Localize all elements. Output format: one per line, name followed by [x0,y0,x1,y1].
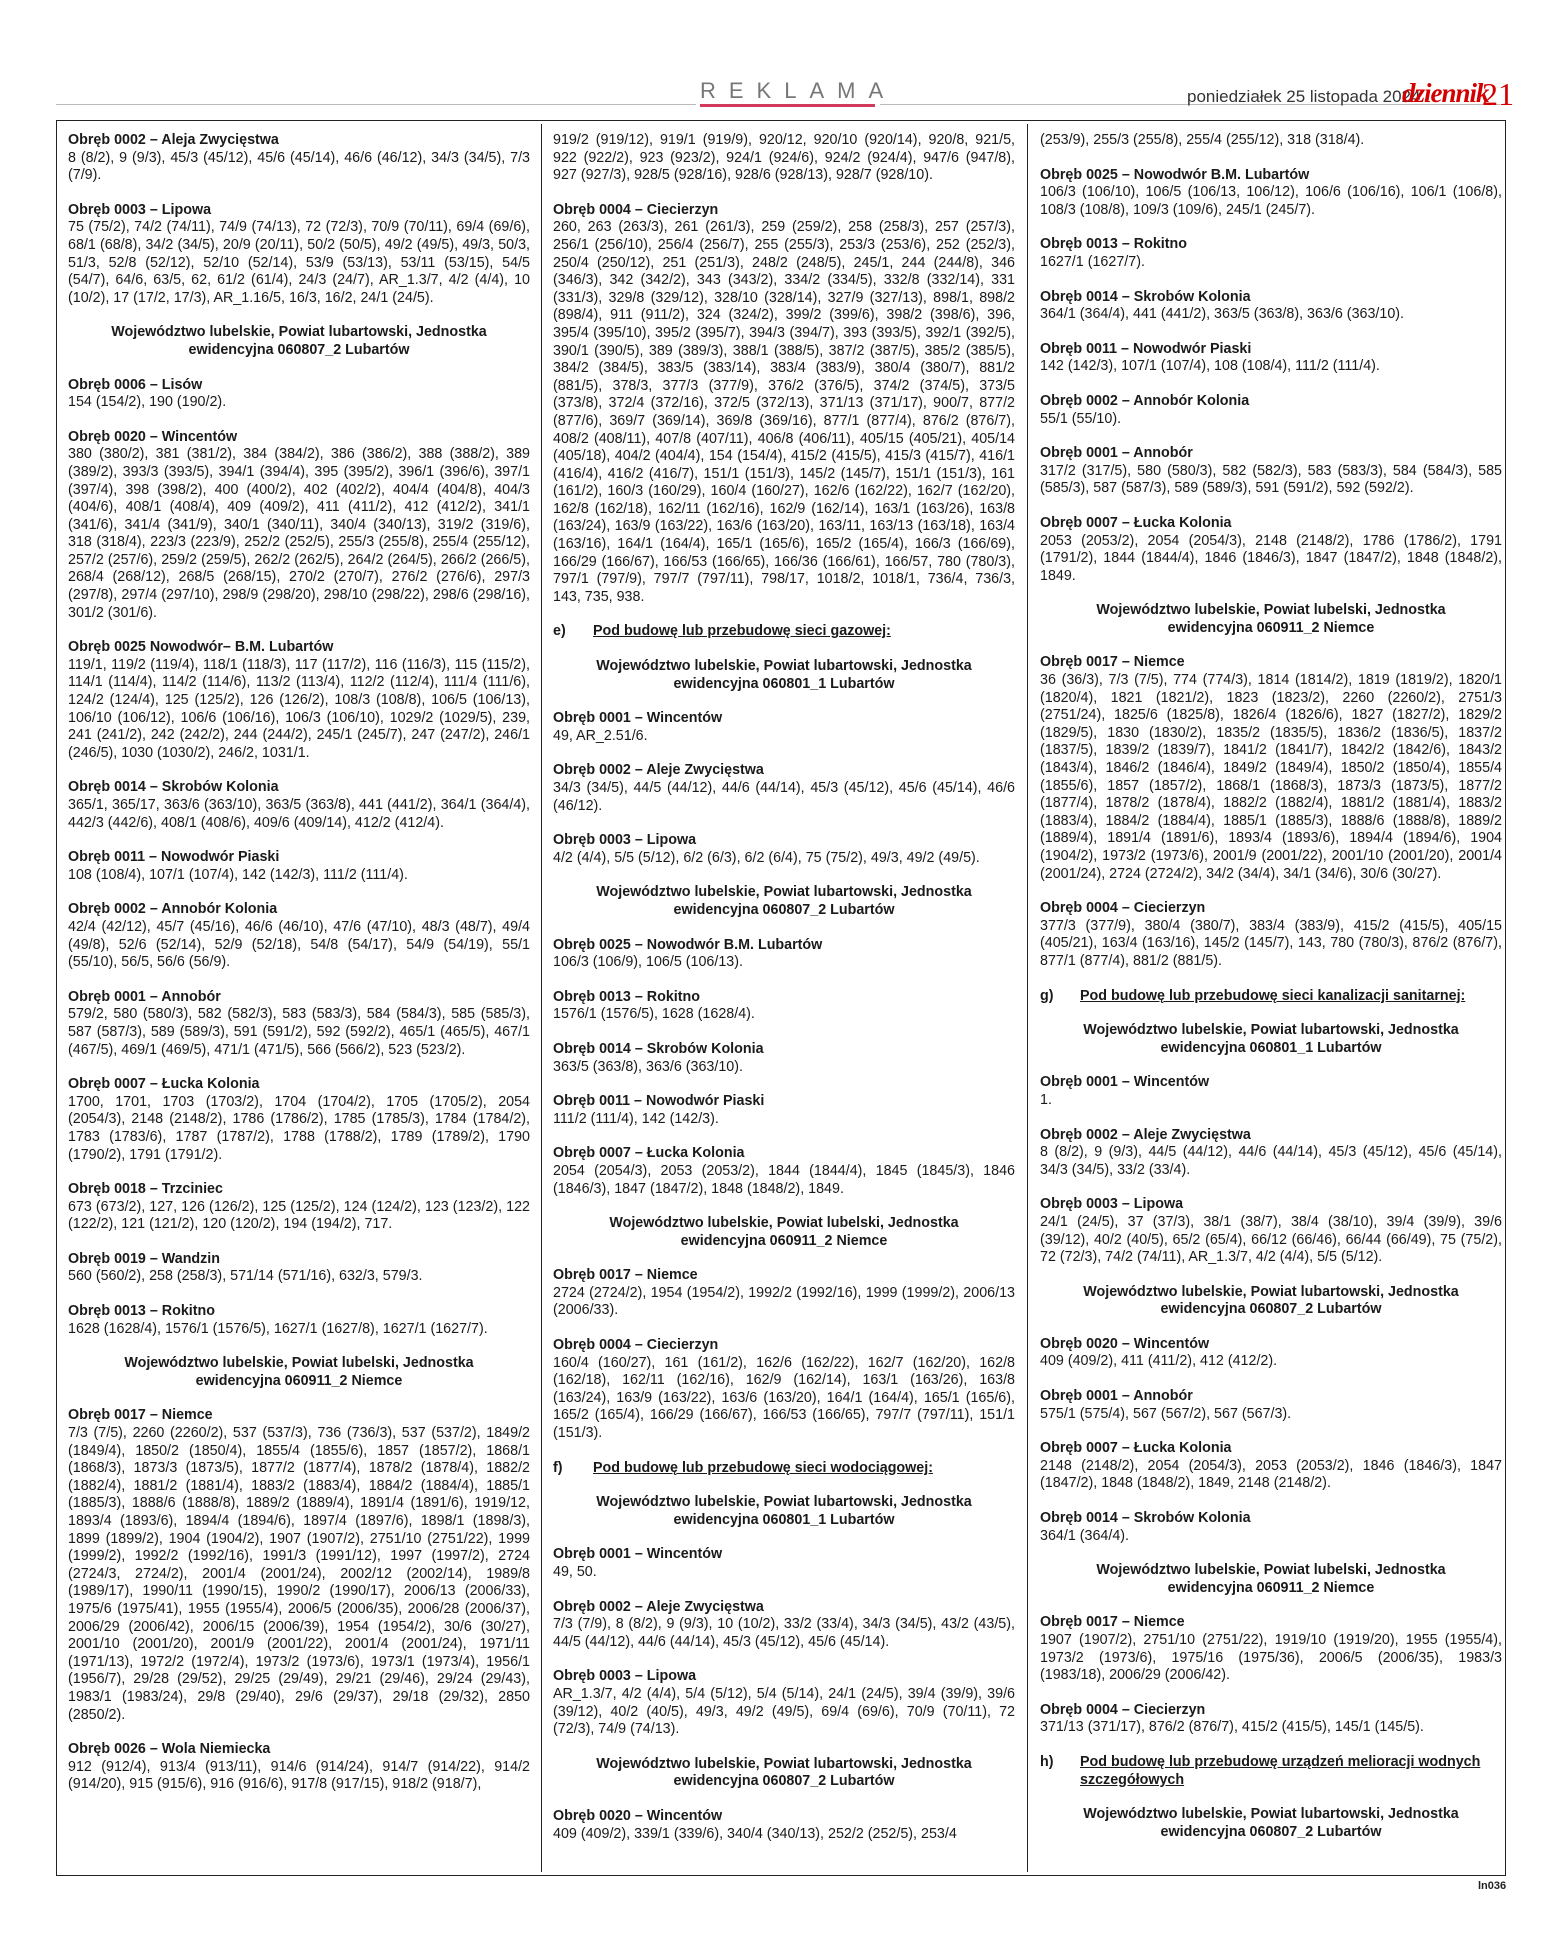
parcel-block [553,1145,1015,1198]
parcel-list: AR_1.3/7, 4/2 (4/4), 5/4 (5/12), 5/4 (5/14), 24/1 (24/5), 39/4 (39/9), 39/6 (39/12), 40/2 (40/5), 49/3, 49/2 (49/5), 69/4 (69/6), 70/9 (70/11), 72 (72/3), 74/9 (74/13). [553,1685,1015,1738]
parcel-block [1040,393,1502,428]
parcel-list: (253/9), 255/3 (255/8), 255/4 (255/12), 318 (318/4). [1040,132,1365,148]
parcel-list: 36 (36/3), 7/3 (7/5), 774 (774/3), 1814 (1814/2), 1819 (1819/2), 1820/1 (1820/4), 1821 (1821/2), 1823 (1823/2), 2260 (2260/2), 2751/3 (2751/24), 1825/6 (1825/8), 1826/4 (1826/6), 1827 (1827/2), 1829/2 (1829/5), 1830 (1830/2), 1835/2 (1835/5), 1836/2 (1836/5), 1837/2 (1837/5), 1839/2 (1839/7), 1841/2 (1841/7), 1842/2 (1842/6), 1843/2 (1843/4), 1846/2 (1846/4), 1849/2 (1849/4), 1850/2 (1850/4), 1855/4 (1855/6), 1857 (1857/2), 1868/1 (1868/3), 1873/3 (1873/5), 1877/2 (1877/4), 1878/2 (1878/4), 1882/2 (1882/4), 1881/2 (1881/4), 1883/2 (1883/4), 1884/2 (1884/4), 1885/1 (1885/3), 1888/6 (1888/8), 1889/2 (1889/4), 1891/4 (1891/6), 1893/4 (1893/6), 1894/4 (1894/6), 1904 (1904/2), 1973/2 (1973/6), 2001/9 (2001/22), 2001/10 (2001/20), 2001/4 (2001/24), 2724 (2724/2), 34/2 (34/4), 34/1 (34/6), 30/6 (30/27). [1040,672,1502,882]
parcel-list: 24/1 (24/5), 37 (37/3), 38/1 (38/7), 38/4 (38/10), 39/4 (39/9), 39/6 (39/12), 40/2 (40/5), 65/2 (65/4), 66/12 (66/46), 66/44 (66/49), 75 (75/2), 72 (72/3), 74/2 (74/11), AR_1.3/7, 4/2 (4/4), 5/5 (5/12). [1040,1213,1502,1266]
parcel-list: 1576/1 (1576/5), 1628 (1628/4). [553,1006,755,1023]
parcel-block [68,202,530,308]
precinct-title: Obręb 0002 – Aleja Zwycięstwa [68,132,279,148]
parcel-list: 49, AR_2.51/6. [553,727,648,744]
unit-heading: Województwo lubelskie, Powiat lubelski, Jednostka ewidencyjna 060911_2 Niemce [1096,602,1446,636]
precinct-title: Obręb 0013 – Rokitno [68,1303,215,1320]
parcel-block [68,1407,530,1724]
precinct-title: Obręb 0002 – Aleje Zwycięstwa [1040,1126,1251,1143]
precinct-title: Obręb 0007 – Łucka Kolonia [68,1076,260,1093]
precinct-title: Obręb 0020 – Wincentów [1040,1335,1210,1352]
parcel-block [68,639,530,762]
text-column-1 [68,132,530,1872]
parcel-list: 111/2 (111/4), 142 (142/3). [553,1110,719,1127]
parcel-block [68,901,530,971]
parcel-block [1040,1074,1502,1109]
precinct-title: Obręb 0011 – Nowodwór Piaski [1040,340,1252,357]
parcel-list: 75 (75/2), 74/2 (74/11), 74/9 (74/13), 72 (72/3), 70/9 (70/11), 69/4 (69/6), 68/1 (68/8), 34/2 (34/5), 20/9 (20/11), 50/2 (50/5), 49/2 (49/5), 49/3, 50/3, 51/3, 52/8 (52/12), 52/10 (52/14), 53/9 (53/13), 53/11 (53/15), 54/5 (54/7), 64/6, 63/5, 62, 61/2 (61/4), 24/3 (24/7), AR_1.3/7, 4/2 (4/4), 10 (10/2), 17 (17/2, 17/3), AR_1.16/5, 16/3, 16/2, 24/1 (24/5). [68,219,530,306]
section-title: Pod budowę lub przebudowę sieci gazowej: [593,623,891,640]
precinct-title: Obręb 0007 – Łucka Kolonia [1040,1440,1232,1457]
parcel-list: 317/2 (317/5), 580 (580/3), 582 (582/3), 583 (583/3), 584 (584/3), 585 (585/3), 587 (587/3), 589 (589/3), 591 (591/2), 592 (592/2). [1040,462,1502,497]
precinct-title: Obręb 0018 – Trzciniec [68,1181,223,1198]
parcel-block [68,989,530,1059]
text-column-2 [553,132,1015,1872]
column-divider [541,124,542,1872]
brand-logo: dziennik [1402,78,1489,108]
parcel-list: 8 (8/2), 9 (9/3), 45/3 (45/12), 45/6 (45/14), 46/6 (46/12), 34/3 (34/5), 7/3 (7/9). [68,149,530,184]
section-title: Pod budowę lub przebudowę urządzeń melioracji wodnych szczegółowych [1080,1753,1481,1788]
section-letter: h) [1040,1753,1054,1770]
parcel-block [553,1267,1015,1320]
parcel-block [1040,1440,1502,1493]
precinct-title: Obręb 0002 – Annobór Kolonia [1040,392,1250,409]
parcel-list: 142 (142/3), 107/1 (107/4), 108 (108/4), 111/2 (111/4). [1040,358,1380,375]
precinct-title: Obręb 0017 – Niemce [553,1267,698,1284]
parcel-list: 4/2 (4/4), 5/5 (5/12), 6/2 (6/3), 6/2 (6/4), 75 (75/2), 49/3, 49/2 (49/5). [553,849,980,866]
precinct-title: Obręb 0003 – Lipowa [1040,1196,1184,1213]
precinct-title: Obręb 0004 – Ciecierzyn [1040,1701,1206,1718]
precinct-title: Obręb 0001 – Annobór [1040,445,1193,462]
parcel-list: 575/1 (575/4), 567 (567/2), 567 (567/3). [1040,1405,1292,1422]
parcel-list: 673 (673/2), 127, 126 (126/2), 125 (125/2), 124 (124/2), 123 (123/2), 122 (122/2), 121 (121/2), 120 (120/2), 194 (194/2), 717. [68,1198,530,1233]
parcel-list: 106/3 (106/10), 106/5 (106/13, 106/12), 106/6 (106/16), 106/1 (106/8), 108/3 (108/8), 109/3 (109/6), 245/1 (245/7). [1040,184,1502,218]
parcel-list: 55/1 (55/10). [1040,410,1122,427]
parcel-block [553,1599,1015,1652]
header-rule-left [56,104,696,105]
parcel-block [553,1041,1015,1076]
parcel-block [1040,341,1502,376]
parcel-list: 560 (560/2), 258 (258/3), 571/14 (571/16), 632/3, 579/3. [68,1268,423,1285]
section-heading [553,1460,1015,1478]
parcel-list: 42/4 (42/12), 45/7 (45/16), 46/6 (46/10), 47/6 (47/10), 48/3 (48/7), 49/4 (49/8), 52/6 (52/14), 52/9 (52/18), 54/8 (54/17), 54/9 (54/19), 55/1 (55/10), 56/5, 56/6 (56/9). [68,918,530,971]
parcel-block [553,832,1015,867]
precinct-title: Obręb 0004 – Ciecierzyn [553,1337,719,1354]
parcel-block [1040,236,1502,271]
precinct-title: Obręb 0003 – Lipowa [68,201,212,218]
parcel-block [1040,654,1502,883]
parcel-block [1040,1196,1502,1266]
precinct-title: Obręb 0013 – Rokitno [1040,236,1187,253]
parcel-block [1040,1702,1502,1737]
unit-heading: Województwo lubelskie, Powiat lubelski, Jednostka ewidencyjna 060911_2 Niemce [609,1215,959,1249]
precinct-title: Obręb 0014 – Skrobów Kolonia [553,1040,764,1057]
unit-heading: Województwo lubelskie, Powiat lubartowski, Jednostka ewidencyjna 060801_1 Lubartów [1083,1022,1459,1056]
precinct-title: Obręb 0019 – Wandzin [68,1250,221,1267]
parcel-list: 1700, 1701, 1703 (1703/2), 1704 (1704/2), 1705 (1705/2), 2054 (2054/3), 2148 (2148/2), 1786 (1786/2), 1785 (1785/3), 1784 (1784/2), 1783 (1783/6), 1787 (1787/2), 1788 (1788/2), 1789 (1789/2), 1790 (1790/2), 1791 (1791/2). [68,1093,530,1163]
parcel-block [553,1808,1015,1843]
unit-heading: Województwo lubelskie, Powiat lubartowski, Jednostka ewidencyjna 060807_2 Lubartów [596,884,972,918]
parcel-block [1040,1127,1502,1180]
parcel-list: 409 (409/2), 411 (411/2), 412 (412/2). [1040,1353,1278,1370]
section-heading [553,623,1015,641]
precinct-title: Obręb 0017 – Niemce [68,1407,213,1424]
precinct-title: Obręb 0001 – Annobór [68,988,221,1005]
precinct-title: Obręb 0001 – Annobór [1040,1388,1193,1405]
parcel-block [1040,1336,1502,1371]
parcel-block [1040,1388,1502,1423]
unit-heading: Województwo lubelskie, Powiat lubartowski, Jednostka ewidencyjna 060807_2 Lubartów [1083,1806,1459,1840]
section-letter: g) [1040,987,1054,1004]
parcel-block [1040,132,1502,150]
parcel-list: 119/1, 119/2 (119/4), 118/1 (118/3), 117 (117/2), 116 (116/3), 115 (115/2), 114/1 (114/4), 114/2 (114/6), 113/2 (113/4), 112/2 (112/4), 111/4 (111/6), 124/2 (124/4), 125 (125/2), 126 (126/2), 108/3 (108/8), 106/5 (106/13), 106/10 (106/12), 106/6 (106/16), 106/3 (106/10), 1029/2 (1029/5), 239, 241 (241/2), 242 (242/2), 244 (244/2), 245/1 (245/7), 247 (247/2), 246/1 (246/5), 1030 (1030/2), 246/2, 1031/1. [68,656,530,761]
precinct-title: Obręb 0011 – Nowodwór Piaski [553,1093,765,1110]
parcel-block [68,1303,530,1338]
parcel-list: 160/4 (160/27), 161 (161/2), 162/6 (162/22), 162/7 (162/20), 162/8 (162/18), 162/11 (162/16), 162/9 (162/14), 163/1 (163/26), 163/8 (163/24), 163/9 (163/22), 163/6 (163/20), 164/1 (164/4), 165/1 (165/6), 165/2 (165/4), 166/29 (166/67), 166/53 (166/65), 797/7 (797/11), 151/1 (151/3). [553,1354,1015,1442]
parcel-block [1040,900,1502,970]
parcel-list: 912 (912/4), 913/4 (913/11), 914/6 (914/24), 914/7 (914/22), 914/2 (914/20), 915 (915/6), 916 (916/6), 917/8 (917/15), 918/2 (918/7), [68,1758,530,1793]
parcel-block [553,1337,1015,1443]
parcel-block [68,377,530,412]
parcel-list: 7/3 (7/9), 8 (8/2), 9 (9/3), 10 (10/2), 33/2 (33/4), 34/3 (34/5), 43/2 (43/5), 44/5 (44/12), 44/6 (44/14), 45/3 (45/12), 45/6 (45/14). [553,1616,1015,1650]
parcel-list: 108 (108/4), 107/1 (107/4), 142 (142/3), 111/2 (111/4). [68,866,408,883]
precinct-title: Obręb 0014 – Skrobów Kolonia [1040,288,1251,305]
parcel-block [1040,289,1502,324]
unit-heading: Województwo lubelskie, Powiat lubartowski, Jednostka ewidencyjna 060807_2 Lubartów [596,1755,972,1790]
parcel-block [68,1076,530,1164]
parcel-block [553,989,1015,1024]
page-number: 21 [1482,76,1514,112]
precinct-title: Obręb 0001 – Wincentów [553,1546,723,1563]
parcel-list: 365/1, 365/17, 363/6 (363/10), 363/5 (363/8), 441 (441/2), 364/1 (364/4), 442/3 (442/6), 408/1 (408/6), 409/6 (409/14), 412/2 (412/4). [68,797,530,831]
parcel-list: 364/1 (364/4), 441 (441/2), 363/5 (363/8), 363/6 (363/10). [1040,306,1405,323]
unit-heading: Województwo lubelskie, Powiat lubelski, Jednostka ewidencyjna 060911_2 Niemce [1096,1562,1446,1596]
precinct-title: Obręb 0025 Nowodwór– B.M. Lubartów [68,639,334,656]
parcel-block [553,1093,1015,1128]
parcel-list: 371/13 (371/17), 876/2 (876/7), 415/2 (415/5), 145/1 (145/5). [1040,1719,1424,1736]
section-underline [700,104,875,107]
parcel-block [1040,515,1502,585]
precinct-title: Obręb 0002 – Aleje Zwycięstwa [553,1598,764,1615]
section-label: REKLAMA [700,78,897,103]
parcel-block [1040,167,1502,220]
unit-heading: Województwo lubelskie, Powiat lubelski, Jednostka ewidencyjna 060911_2 Niemce [124,1355,474,1389]
parcel-list: 380 (380/2), 381 (381/2), 384 (384/2), 386 (386/2), 388 (388/2), 389 (389/2), 393/3 (393/5), 394/1 (394/4), 395 (395/2), 396/1 (396/6), 397/1 (397/4), 398 (398/2), 400 (400/2), 402 (402/2), 404/4 (404/8), 404/3 (404/6), 408/1 (408/4), 409 (409/2), 411 (411/2), 412 (412/2), 341/1 (341/6), 341/4 (341/9), 340/1 (340/11), 340/4 (340/13), 319/2 (319/6), 318 (318/4), 223/3 (223/9), 252/2 (252/5), 255/3 (255/8), 255/4 (255/12), 257/2 (257/6), 259/2 (259/5), 262/2 (262/5), 264/2 (264/5), 266/2 (266/5), 268/4 (268/12), 268/5 (268/15), 270/2 (270/7), 276/2 (276/6), 297/3 (297/8), 297/4 (297/10), 298/9 (298/20), 298/10 (298/22), 298/6 (298/16), 301/2 (301/6). [68,446,530,621]
parcel-list: 2724 (2724/2), 1954 (1954/2), 1992/2 (1992/16), 1999 (1999/2), 2006/13 (2006/33). [553,1284,1015,1319]
parcel-block [553,1668,1015,1738]
precinct-title: Obręb 0014 – Skrobów Kolonia [1040,1510,1251,1527]
parcel-block [68,1741,530,1794]
precinct-title: Obręb 0011 – Nowodwór Piaski [68,849,280,866]
ad-code: ln036 [1478,1880,1507,1892]
parcel-block [1040,445,1502,498]
precinct-title: Obręb 0020 – Wincentów [68,428,238,445]
precinct-title: Obręb 0017 – Niemce [1040,1614,1185,1631]
parcel-list: 579/2, 580 (580/3), 582 (582/3), 583 (583/3), 584 (584/3), 585 (585/3), 587 (587/3), 589 (589/3), 591 (591/2), 592 (592/2), 465/1 (465/5), 467/1 (467/5), 469/1 (469/5), 471/1 (471/5), 566 (566/2), 523 (523/2). [68,1006,530,1058]
parcel-list: 919/2 (919/12), 919/1 (919/9), 920/12, 920/10 (920/14), 920/8, 921/5, 922 (922/2), 923 (923/2), 924/1 (924/6), 924/2 (924/4), 947/6 (947/8), 927 (927/3), 928/5 (928/16), 928/6 (928/13), 928/7 (928/10). [553,132,1015,184]
parcel-list: 409 (409/2), 339/1 (339/6), 340/4 (340/13), 252/2 (252/5), 253/4 [553,1825,957,1842]
parcel-list: 2148 (2148/2), 2054 (2054/3), 2053 (2053/2), 1846 (1846/3), 1847 (1847/2), 1848 (1848/2), 1849, 2148 (2148/2). [1040,1457,1502,1492]
parcel-list: 1627/1 (1627/7). [1040,253,1145,270]
parcel-block [1040,1510,1502,1545]
parcel-list: 106/3 (106/9), 106/5 (106/13). [553,954,743,971]
unit-heading: Województwo lubelskie, Powiat lubartowski, Jednostka ewidencyjna 060801_1 Lubartów [596,658,972,692]
page-header [0,0,1558,120]
precinct-title: Obręb 0014 – Skrobów Kolonia [68,779,279,796]
unit-heading: Województwo lubelskie, Powiat lubartowski, Jednostka ewidencyjna 060807_2 Lubartów [111,324,487,358]
parcel-block [553,1546,1015,1581]
precinct-title: Obręb 0025 – Nowodwór B.M. Lubartów [553,936,823,953]
parcel-list: 49, 50. [553,1564,597,1580]
section-title: Pod budowę lub przebudowę sieci kanalizacji sanitarnej: [1080,987,1466,1004]
section-heading [1040,1754,1502,1789]
parcel-block [68,1181,530,1234]
parcel-list: 154 (154/2), 190 (190/2). [68,394,227,411]
parcel-list: 364/1 (364/4). [1040,1527,1130,1544]
parcel-list: 8 (8/2), 9 (9/3), 44/5 (44/12), 44/6 (44/14), 45/3 (45/12), 45/6 (45/14), 34/3 (34/5), 33/2 (33/4). [1040,1144,1502,1178]
parcel-list: 2054 (2054/3), 2053 (2053/2), 1844 (1844/4), 1845 (1845/3), 1846 (1846/3), 1847 (1847/2), 1848 (1848/2), 1849. [553,1162,1015,1197]
text-column-3 [1040,132,1502,1872]
parcel-block [553,762,1015,815]
precinct-title: Obręb 0002 – Aleje Zwycięstwa [553,762,764,779]
precinct-title: Obręb 0002 – Annobór Kolonia [68,901,278,918]
parcel-list: 377/3 (377/9), 380/4 (380/7), 383/4 (383/9), 415/2 (415/5), 405/15 (405/21), 163/4 (163/16), 145/2 (145/7), 143, 780 (780/3), 876/2 (876/7), 877/1 (877/4), 881/2 (881/5). [1040,917,1502,969]
parcel-block [68,1251,530,1286]
parcel-block [553,132,1015,185]
issue-date: poniedziałek 25 listopada 2024 [1187,87,1421,106]
parcel-list: 34/3 (34/5), 44/5 (44/12), 44/6 (44/14), 45/3 (45/12), 45/6 (45/14), 46/6 (46/12). [553,780,1015,814]
parcel-list: 1628 (1628/4), 1576/1 (1576/5), 1627/1 (1627/8), 1627/1 (1627/7). [68,1320,488,1337]
parcel-block [553,710,1015,745]
parcel-list: 260, 263 (263/3), 261 (261/3), 259 (259/2), 258 (258/3), 257 (257/3), 256/1 (256/10), 256/4 (256/7), 255 (255/3), 253/3 (253/6), 252 (252/3), 250/4 (250/12), 251 (251/3), 248/2 (248/5), 245/1, 244 (244/8), 346 (346/3), 342 (342/2), 343 (343/2), 334/2 (334/5), 332/8 (332/14), 331 (331/3), 329/8 (329/12), 328/10 (328/14), 327/9 (327/13), 898/1, 898/2 (898/4), 911 (911/2), 324 (324/2), 399/2 (399/6), 398/2 (398/6), 396, 395/4 (395/10), 395/2 (395/7), 394/3 (394/7), 393 (393/5), 392/1 (392/5), 390/1 (390/5), 389 (389/3), 388/1 (388/5), 387/2 (387/5), 385/2 (385/5), 384/2 (384/5), 383/5 (383/14), 383/4 (383/9), 380/4 (380/7), 881/2 (881/5), 378/3, 377/3 (377/9), 376/2 (376/5), 374/2 (374/5), 373/5 (373/8), 372/4 (372/16), 372/5 (372/13), 371/13 (371/17), 900/7, 877/2 (877/6), 369/7 (369/14), 369/8 (369/16), 877/1 (877/4), 876/2 (876/7), 408/2 (408/11), 407/8 (407/11), 406/8 (406/11), 405/15 (405/21), 405/14 (405/18), 404/2 (404/4), 154 (154/4), 415/2 (415/5), 415/3 (415/7), 416/1 (416/4), 416/2 (416/7), 151/1 (151/3), 145/2 (145/7), 151/1 (151/3), 161 (161/2), 160/3 (160/29), 160/4 (160/27), 162/6 (162/22), 162/7 (162/20), 162/8 (162/18), 162/11 (162/16), 162/9 (162/14), 163/1 (163/26), 163/8 (163/24), 163/9 (163/22), 163/6 (163/20), 163/11, 163/13 (163/18), 163/4 (163/16), 164/1 (164/4), 165/1 (165/6), 165/2 (165/4), 166/3 (166/69), 166/29 (166/67), 166/53 (166/65), 166/36 (166/61), 166/57, 780 (780/3), 797/1 (797/9), 797/7 (797/11), 798/17, 1018/2, 1018/1, 736/4, 736/3, 143, 735, 938. [553,219,1015,605]
section-title: Pod budowę lub przebudowę sieci wodociągowej: [593,1459,933,1476]
unit-heading: Województwo lubelskie, Powiat lubartowski, Jednostka ewidencyjna 060801_1 Lubartów [596,1494,972,1528]
section-letter: e) [553,623,566,640]
section-heading [1040,988,1502,1006]
precinct-title: Obręb 0001 – Wincentów [1040,1074,1210,1091]
parcel-block [68,429,530,623]
parcel-block [68,132,530,185]
precinct-title: Obręb 0003 – Lipowa [553,1668,697,1685]
precinct-title: Obręb 0007 – Łucka Kolonia [1040,514,1232,531]
parcel-list: 2053 (2053/2), 2054 (2054/3), 2148 (2148/2), 1786 (1786/2), 1791 (1791/2), 1844 (1844/4), 1846 (1846/3), 1847 (1847/2), 1848 (1848/2), 1849. [1040,532,1502,584]
precinct-title: Obręb 0020 – Wincentów [553,1807,723,1824]
precinct-title: Obręb 0006 – Lisów [68,376,203,393]
precinct-title: Obręb 0004 – Ciecierzyn [553,201,719,218]
parcel-list: 363/5 (363/8), 363/6 (363/10). [553,1058,743,1075]
precinct-title: Obręb 0007 – Łucka Kolonia [553,1145,745,1162]
parcel-block [553,202,1015,607]
precinct-title: Obręb 0013 – Rokitno [553,988,700,1005]
parcel-list: 7/3 (7/5), 2260 (2260/2), 537 (537/3), 736 (736/3), 537 (537/2), 1849/2 (1849/4), 1850/2 (1850/4), 1855/4 (1855/6), 1857 (1857/2), 1868/1 (1868/3), 1873/3 (1873/5), 1877/2 (1877/4), 1878/2 (1878/4), 1882/2 (1882/4), 1881/2 (1881/4), 1883/2 (1883/4), 1884/2 (1884/4), 1885/1 (1885/3), 1888/6 (1888/8), 1889/2 (1889/4), 1891/4 (1891/6), 1919/12, 1893/4 (1893/6), 1894/4 (1894/6), 1897/4 (1897/6), 1898/1 (1898/3), 1899 (1899/2), 1904 (1904/2), 1907 (1907/2), 2751/10 (2751/22), 1999 (1999/2), 1992/2 (1992/16), 1991/3 (1991/12), 1997 (1997/2), 2724 (2724/3, 2724/2), 2001/4 (2001/24), 2002/12 (2002/14), 1989/8 (1989/17), 1990/11 (1990/15), 1990/2 (1990/17), 2006/13 (2006/33), 1975/6 (1975/41), 1955 (1955/4), 2006/5 (2006/35), 2006/28 (2006/37), 2006/29 (2006/42), 2006/15 (2006/39), 1954 (1954/2), 30/6 (30/27), 2001/10 (2001/20), 2001/9 (2001/22), 2001/4 (2001/24), 1971/11 (1971/13), 1972/2 (1972/4), 1973/2 (1973/6), 1973/1 (1973/4), 1956/1 (1956/7), 29/28 (29/52), 29/25 (29/49), 29/21 (29/46), 29/24 (29/43), 1983/1 (1983/24), 29/8 (29/40), 29/6 (29/37), 29/18 (29/32), 2850 (2850/2). [68,1425,530,1723]
section-letter: f) [553,1459,563,1476]
parcel-block [68,849,530,884]
precinct-title: Obręb 0004 – Ciecierzyn [1040,900,1206,917]
precinct-title: Obręb 0003 – Lipowa [553,832,697,849]
precinct-title: Obręb 0026 – Wola Niemiecka [68,1741,271,1758]
precinct-title: Obręb 0017 – Niemce [1040,654,1185,671]
parcel-block [553,937,1015,972]
precinct-title: Obręb 0001 – Wincentów [553,710,723,727]
parcel-block [1040,1614,1502,1684]
parcel-block [68,779,530,832]
column-divider [1027,124,1028,1872]
parcel-list: 1907 (1907/2), 2751/10 (2751/22), 1919/10 (1919/20), 1955 (1955/4), 1973/2 (1973/6), 1975/16 (1975/36), 2006/5 (2006/35), 1983/3 (1983/18), 2006/29 (2006/42). [1040,1632,1502,1684]
unit-heading: Województwo lubelskie, Powiat lubartowski, Jednostka ewidencyjna 060807_2 Lubartów [1083,1283,1459,1318]
precinct-title: Obręb 0025 – Nowodwór B.M. Lubartów [1040,166,1310,183]
parcel-list: 1. [1040,1091,1052,1108]
